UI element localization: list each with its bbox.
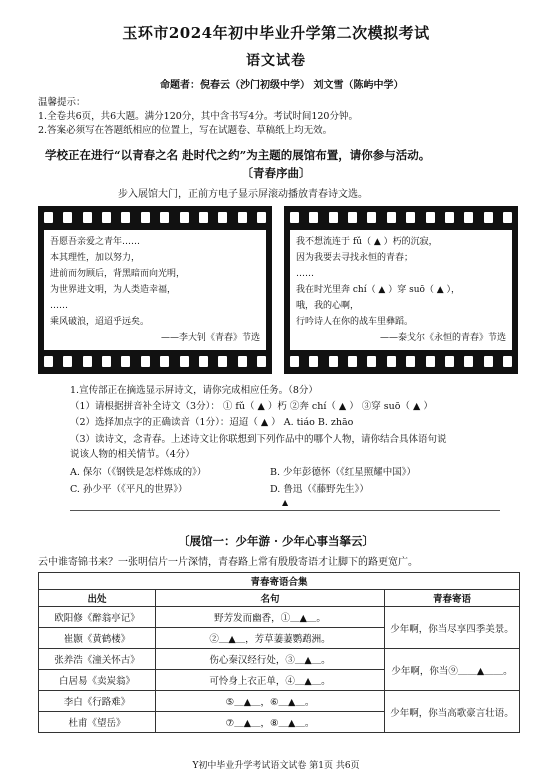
row-line: ⑤＿▲＿，⑥＿▲＿。 [156,691,385,712]
film-strip-right [284,206,518,374]
row-message: 少年啊，你当尽享四季美景。 [385,607,520,649]
hall-heading: 〔展馆一：少年游 · 少年心事当拏云〕 [177,534,374,548]
column-header: 青春寄语 [385,590,520,607]
column-header: 名句 [156,590,385,607]
row-source: 张养浩《潼关怀古》 [39,649,156,670]
page-footer: Y初中毕业升学考试语文试卷 第1页 共6页 [192,761,360,771]
question-part-3-cont: 说该人物的相关情节。（4分） [70,449,195,460]
notes-heading: 温馨提示： [38,97,86,108]
row-message: 少年啊，你当⑨＿＿▲＿＿。 [385,649,520,691]
table-row [39,649,520,670]
note-item: 1.全卷共6页，共6大题。满分120分，其中含书写4分。考试时间120分钟。 [38,111,358,122]
row-source: 杜甫《望岳》 [39,712,156,733]
poem-line: 吾愿吾亲爱之青年…… [50,237,141,247]
poems-table [38,572,520,733]
poem-left [44,230,266,350]
film-perforations [44,356,266,368]
option-d: D. 鲁迅（《藤野先生》） [270,484,369,495]
exam-title: 玉环市2024年初中毕业升学第二次模拟考试 [122,24,430,42]
poem-line: 进前而勿顾后，背黑暗而向光明， [50,269,186,279]
row-line: 野芳发而幽香，①＿▲＿。 [156,607,385,628]
poem-line: …… [296,269,314,279]
answer-line [70,510,500,511]
column-header: 出处 [39,590,156,607]
table-title: 青春寄语合集 [39,573,520,590]
note-item: 2.答案必须写在答题纸相应的位置上，写在试题卷、草稿纸上均无效。 [38,125,333,136]
row-line: ②＿▲＿，芳草萋萋鹦鹉洲。 [156,628,385,649]
row-source: 欧阳修《醉翁亭记》 [39,607,156,628]
poem-line: 乘风破浪，迢迢乎远矣。 [50,317,150,327]
film-perforations [290,356,512,368]
poem-source: ——李大钊《青春》节选 [160,333,260,343]
film-perforations [44,212,266,224]
row-line: ⑦＿▲＿，⑧＿▲＿。 [156,712,385,733]
poem-line: 哦，我的心啊， [296,301,360,311]
poem-line: 我在时光里奔 chí（ ▲ ）穿 suō（ ▲ ）， [296,285,461,295]
prelude-heading: 〔青春序曲〕 [241,166,311,180]
option-a: A. 保尔（《钢铁是怎样炼成的》） [70,467,207,478]
question-part-1: （1）请根据拼音补全诗文（3分）： ① fǔ（ ▲ ）朽 ②奔 chí（ ▲ ） ③穿 suō（ ▲ ） [70,401,433,412]
poem-line: 为世界进文明，为人类造幸福， [50,285,177,295]
row-source: 白居易《卖炭翁》 [39,670,156,691]
exam-subtitle: 语文试卷 [246,53,306,69]
row-line: 伤心秦汉经行处，③＿▲＿。 [156,649,385,670]
prelude-intro: 步入展馆大门，正前方电子显示屏滚动播放青春诗文选。 [118,189,368,200]
row-source: 李白《行路难》 [39,691,156,712]
answer-mark: ▲ [282,498,289,507]
poem-line: 行吟诗人在你的战车里彝蹈。 [296,317,414,327]
table-row [39,607,520,628]
hall-intro: 云中谁寄锦书来？一张明信片一片深情，青春路上常有殷殷寄语才让脚下的路更宽广。 [38,557,418,568]
poem-line: …… [50,301,68,311]
poem-line: 本其理性，加以努力， [50,253,141,263]
poem-line: 因为我要去寻找永恒的青春； [296,253,414,263]
table-row [39,691,520,712]
row-message: 少年啊，你当高歌豪言壮语。 [385,691,520,733]
poem-right [290,230,512,350]
question-part-3: （3）读诗文，念青春。上述诗文让你联想到下列作品中的哪个人物，请你结合具体语句说 [70,434,447,445]
question-stem: 1.宣传部正在摘选显示屏诗文，请你完成相应任务。（8分） [70,385,318,396]
section-intro: 学校正在进行“以青春之名 赴时代之约”为主题的展馆布置，请你参与活动。 [45,148,431,162]
poem-line: 我不想流连于 fǔ（ ▲ ）朽的沉寂， [296,237,438,247]
row-source: 崔颢《黄鹤楼》 [39,628,156,649]
poem-source: ——泰戈尔《永恒的青春》节选 [379,333,506,343]
question-part-2: （2）选择加点字的正确读音（1分）：迢迢（ ▲ ） A. tiáo B. zhāo [70,417,354,428]
option-c: C. 孙少平（《平凡的世界》） [70,484,188,495]
authors-line: 命题者：倪春云（沙门初级中学） 刘文雪（陈屿中学） [160,80,404,91]
row-line: 可怜身上衣正单，④＿▲＿。 [156,670,385,691]
option-b: B. 少年彭德怀（《红星照耀中国》） [270,467,417,478]
film-strip-left [38,206,272,374]
film-perforations [290,212,512,224]
